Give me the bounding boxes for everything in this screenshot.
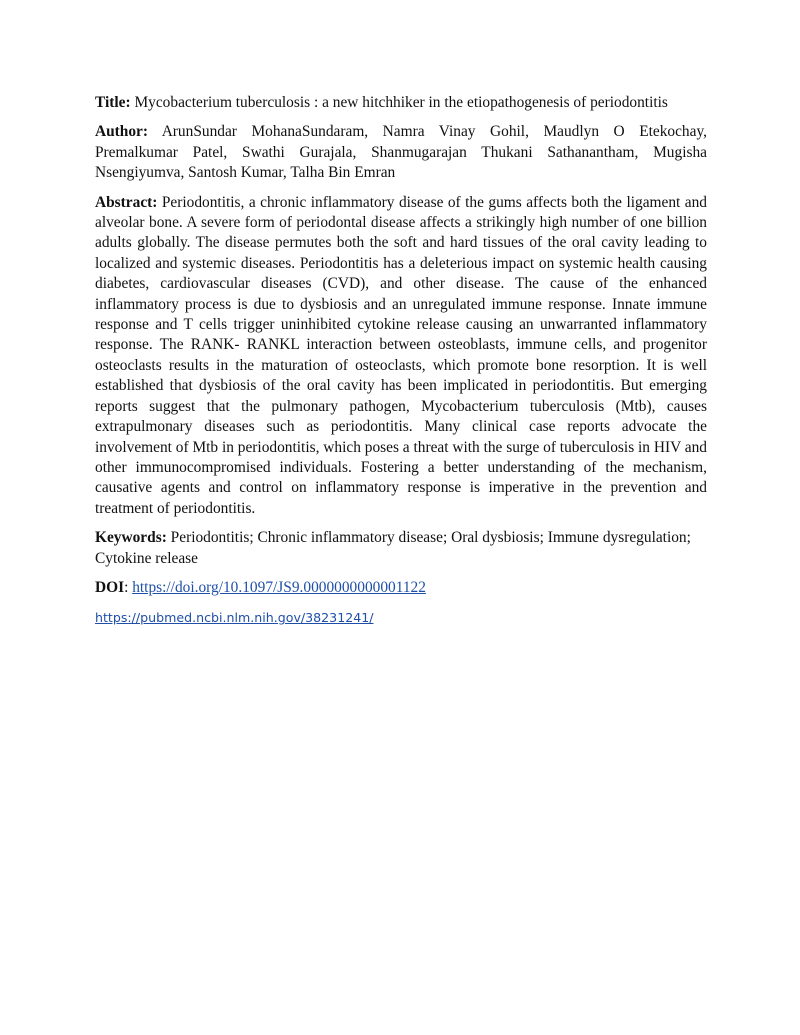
abstract-paragraph bbox=[95, 193, 707, 520]
keywords-paragraph bbox=[95, 528, 707, 569]
doi-link[interactable]: https://doi.org/10.1097/JS9.0000000000001122 bbox=[132, 578, 426, 596]
keywords-label: Keywords: bbox=[95, 529, 167, 547]
pubmed-link[interactable]: https://pubmed.ncbi.nlm.nih.gov/38231241/ bbox=[95, 610, 374, 626]
doi-label: DOI bbox=[95, 578, 125, 596]
abstract-text: Periodontitis, a chronic inflammatory disease of the gums affects both the ligament and alveolar bone. A severe form of periodontal disease affects a strikingly high number of one billion adults globally. The disease permutes both the soft and hard tissues of the oral cavity leading to localized and systemic diseases. Periodontitis has a deleterious impact on systemic health causing diabetes, cardiovascular diseases (CVD), and other disease. The cause of the enhanced inflammatory process is due to dysbiosis and an unregulated immune response. Innate immune response and T cells trigger uninhibited cytokine release causing an unwarranted inflammatory response. The RANK- RANKL interaction between osteoblasts, immune cells, and progenitor osteoclasts results in the maturation of osteoclasts, which promote bone resorption. It is well established that dysbiosis of the oral cavity has been implicated in periodontitis. But emerging reports suggest that the pulmonary pathogen, Mycobacterium tuberculosis (Mtb), causes extrapulmonary diseases such as periodontitis. Many clinical case reports advocate the involvement of Mtb in periodontitis, which poses a threat with the surge of tuberculosis in HIV and other immunocompromised individuals. Fostering a better understanding of the mechanism, causative agents and control on inflammatory response is imperative in the prevention and treatment of periodontitis. bbox=[95, 193, 707, 517]
author-label: Author: bbox=[95, 123, 149, 141]
doi-separator: : bbox=[124, 578, 133, 596]
abstract-label: Abstract: bbox=[95, 193, 158, 211]
title-text: Mycobacterium tuberculosis : a new hitchhiker in the etiopathogenesis of periodontitis bbox=[130, 94, 668, 111]
doi-paragraph bbox=[95, 578, 707, 598]
title-paragraph bbox=[95, 93, 707, 113]
pubmed-line bbox=[95, 607, 707, 628]
author-paragraph bbox=[95, 122, 707, 183]
keywords-text: Periodontitis; Chronic inflammatory disease; Oral dysbiosis; Immune dysregulation; Cytokine release bbox=[95, 529, 691, 567]
title-label: Title: bbox=[95, 94, 131, 111]
document-page bbox=[95, 93, 707, 629]
author-text: ArunSundar MohanaSundaram, Namra Vinay Gohil, Maudlyn O Etekochay, Premalkumar Patel, Swathi Gurajala, Shanmugarajan Thukani Sathanantham, Mugisha Nsengiyumva, Santosh Kumar, Talha Bin Emran bbox=[95, 123, 707, 182]
